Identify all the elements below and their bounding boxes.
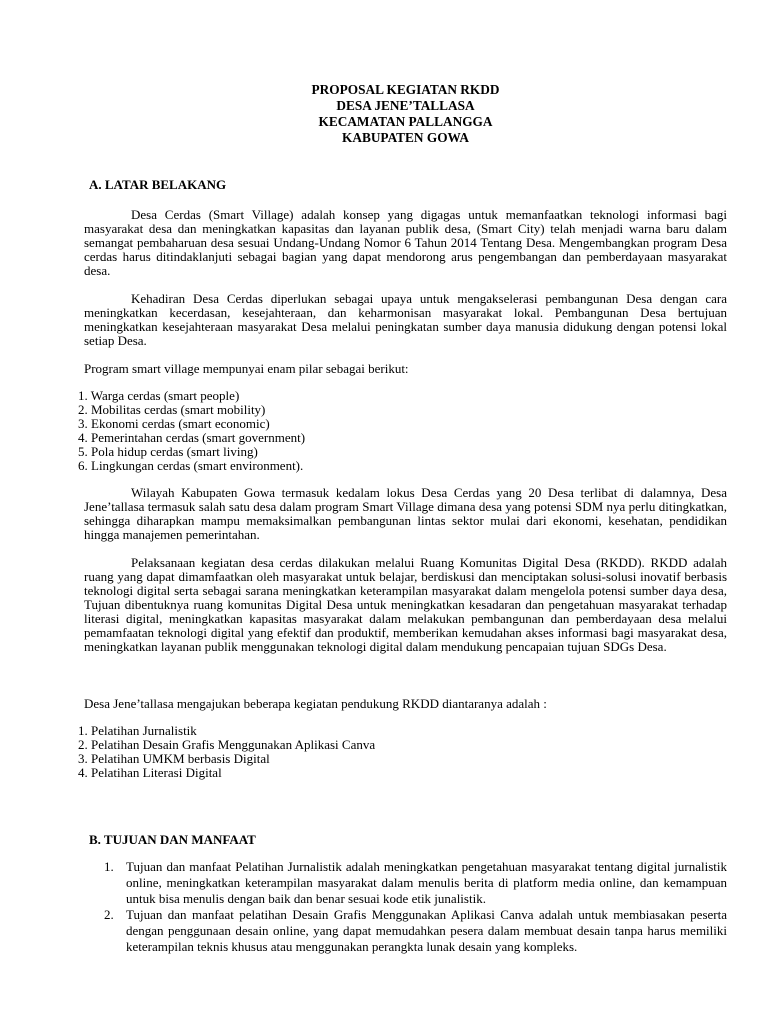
list-item: 1. Warga cerdas (smart people) [78, 388, 240, 403]
paragraph-pelaksanaan: Pelaksanaan kegiatan desa cerdas dilakukan melalui Ruang Komunitas Digital Desa (RKDD). RKDD adalah ruang yang dapat dimamfaatkan oleh masyarakat untuk belajar, berdiskusi dan menciptakan solusi-solusi inovatif berbasis teknologi digital serta sebagai sarana meningkatkan keterampilan masyarakat dalam mengelola potensi sumber daya desa, Tujuan dibentuknya ruang komunitas Digital Desa untuk meningkatkan kesadaran dan pengetahuan masyarakat terhadap literasi digital, meningkatkan kapasitas masyarakat dalam melakukan pembangunan dan pemberdayaan desa melalui pemamfaatan teknologi digital yang efektif dan produktif, memberikan kemudahan akses informasi bagi masyarakat desa, meningkatkan layanan publik menggunakan teknologi digital dalam mendukung pencapaian tujuan SDGs Desa. [84, 555, 727, 654]
title-line-3: KECAMATAN PALLANGGA [318, 114, 493, 129]
pillars-list [78, 389, 305, 473]
title-line-4: KABUPATEN GOWA [342, 130, 469, 145]
list-item: 3. Pelatihan UMKM berbasis Digital [78, 751, 270, 766]
list-item: 2. Mobilitas cerdas (smart mobility) [78, 402, 266, 417]
pillars-intro: Program smart village mempunyai enam pilar sebagai berikut: [84, 361, 409, 376]
list-item: 2. Pelatihan Desain Grafis Menggunakan Aplikasi Canva [78, 737, 376, 752]
list-item: 4. Pelatihan Literasi Digital [78, 765, 222, 780]
title-line-2: DESA JENE’TALLASA [336, 98, 475, 113]
paragraph-desa-cerdas: Desa Cerdas (Smart Village) adalah konsep yang digagas untuk memanfaatkan teknologi informasi bagi masyarakat desa dan meningkatkan kapasitas dan layanan publik desa, (Smart City) telah menjadi warna baru dalam semangat pembaharuan desa sesuai Undang-Undang Nomor 6 Tahun 2014 Tentang Desa. Mengembangkan program Desa cerdas harus ditindaklanjuti sebagai bagian yang dapat mendorong arus pengembangan dan pemberdayaan masyarakat desa. [84, 207, 727, 278]
list-item: 5. Pola hidup cerdas (smart living) [78, 444, 258, 459]
list-item-number: 2. [104, 907, 114, 922]
activities-list [78, 724, 375, 780]
list-item: 4. Pemerintahan cerdas (smart government) [78, 430, 306, 445]
activities-intro: Desa Jene’tallasa mengajukan beberapa kegiatan pendukung RKDD diantaranya adalah : [84, 696, 547, 711]
list-item-text: Tujuan dan manfaat Pelatihan Jurnalistik adalah meningkatkan pengetahuan masyarakat tentang digital jurnalistik online, meningkatkan keterampilan masyarakat dalam menulis berita di platform media online, dan kemampuan untuk bisa menulis dengan baik dan benar sesuai kode etik junalistik. [126, 859, 727, 906]
list-item: 3. Ekonomi cerdas (smart economic) [78, 416, 270, 431]
title-line-1: PROPOSAL KEGIATAN RKDD [311, 82, 500, 97]
list-item-text: Tujuan dan manfaat pelatihan Desain Grafis Menggunakan Aplikasi Canva adalah untuk membiasakan peserta dengan penggunaan desain online, yang dapat memudahkan pesera dalam membuat desain tanpa harus memiliki keterampilan teknis khusus atau menggunakan perangkta lunak desain yang kompleks. [126, 907, 727, 954]
list-item [104, 907, 727, 955]
section-a-heading: A. LATAR BELAKANG [89, 177, 227, 192]
list-item-number: 1. [104, 859, 114, 874]
list-item [104, 859, 727, 907]
list-item: 6. Lingkungan cerdas (smart environment). [78, 458, 304, 473]
paragraph-wilayah: Wilayah Kabupaten Gowa termasuk kedalam lokus Desa Cerdas yang 20 Desa terlibat di dalamnya, Desa Jene’tallasa termasuk salah satu desa dalam program Smart Village dimana desa yang potensi SDM nya perlu ditingkatkan, sehingga diharapkan mampu memaksimalkan pembangunan lintas sektor mulai dari ekonomi, kesehatan, pendidikan hingga manajemen pemerintahan. [84, 485, 727, 542]
section-b-heading: B. TUJUAN DAN MANFAAT [89, 832, 256, 847]
list-item: 1. Pelatihan Jurnalistik [78, 723, 197, 738]
paragraph-kehadiran: Kehadiran Desa Cerdas diperlukan sebagai upaya untuk mengakselerasi pembangunan Desa dengan cara meningkatkan kecerdasan, kesejahteraan, dan keharmonisan masyarakat lokal. Pembangunan Desa bertujuan meningkatkan kesejahteraan masyarakat Desa melalui peningkatan sumber daya manusia didukung dengan potensi lokal setiap Desa. [84, 291, 727, 348]
objectives-list [104, 859, 727, 955]
document-title [0, 82, 768, 146]
